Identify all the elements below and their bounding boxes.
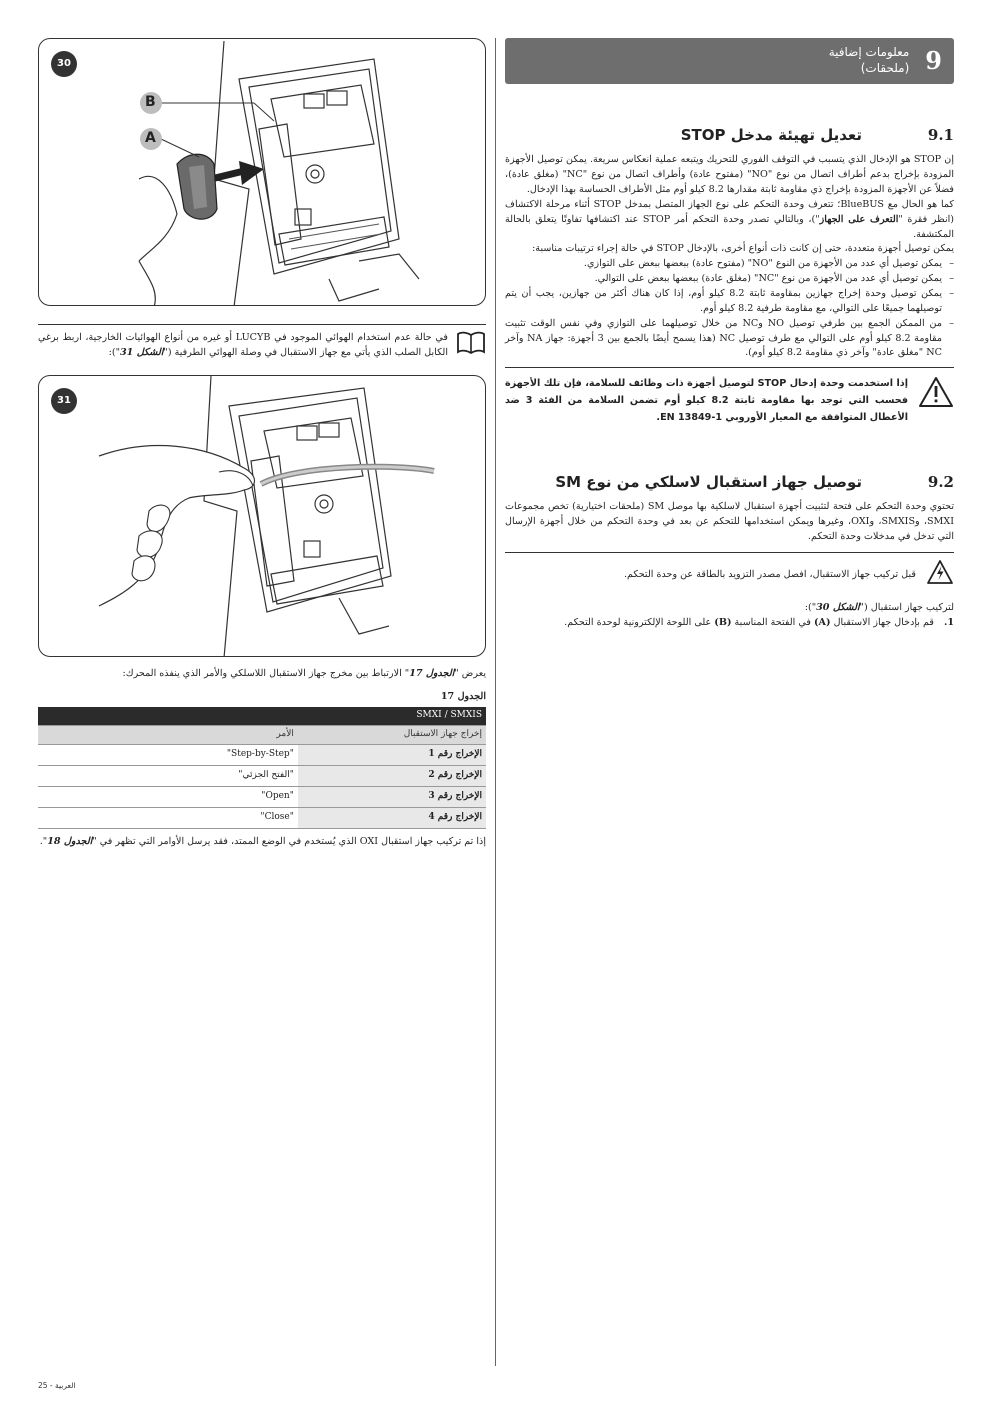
- table-row: [38, 808, 486, 829]
- receiver-insertion-illustration: [39, 39, 486, 306]
- table-row: [38, 766, 486, 787]
- label-ref: (A): [813, 616, 831, 628]
- section-9-1-heading: [505, 124, 954, 147]
- install-step-1: [505, 616, 954, 631]
- list-item: – يمكن توصيل أي عدد من الأجهزة من نوع "NC" (مغلق عادة) ببعضها ببعض على التوالي.: [505, 272, 954, 287]
- warning-text: إذا استخدمت وحدة إدخال STOP لتوصيل أجهزة ذات وظائف للسلامة، فإن تلك الأجهزة فحسب التي توجد بها مقاومة ثابتة 8.2 كيلو أوم تضمن السلامة من الفئة 3 ضد الأعطال المتوافقة مع المعيار الأوروبي EN 13849-1.: [505, 378, 908, 423]
- table-title: الجدول 17: [440, 690, 486, 702]
- output-cell: الإخراج رقم 4: [298, 808, 486, 829]
- device-recognition-ref: التعرف على الجهاز: [819, 213, 899, 225]
- text-run: "):: [108, 346, 120, 358]
- command-cell: "Close": [38, 808, 298, 829]
- text-run: لتركيب جهاز استقبال (": [859, 601, 954, 613]
- section-number: 9.1: [927, 126, 954, 144]
- antenna-note-text: [38, 331, 448, 361]
- sec1-paragraph-2: [505, 198, 954, 243]
- list-item: – يمكن توصيل أي عدد من الأجهزة من النوع "NO" (مفتوح عادة) ببعضها ببعض على التوازي.: [505, 257, 954, 272]
- table-group-header: SMXI / SMXIS: [38, 707, 486, 725]
- left-column: [38, 38, 486, 850]
- table-row: [38, 745, 486, 766]
- chapter-title-line2: (ملحقات): [860, 61, 910, 75]
- output-cell: الإخراج رقم 3: [298, 787, 486, 808]
- table-row: [38, 787, 486, 808]
- figure-31: [38, 375, 486, 657]
- table-ref: الجدول 17: [409, 667, 455, 679]
- text-run: ")، وبالتالي تصدر وحدة التحكم أمر STOP عند اكتشافها تفاوتًا يتعلق بالحالة المكتشفة.: [505, 213, 954, 240]
- output-cell: الإخراج رقم 1: [298, 745, 486, 766]
- power-disconnect-note: [505, 552, 954, 591]
- section-number: 9.2: [927, 472, 954, 491]
- stop-connection-list: [505, 257, 954, 361]
- open-book-icon: [454, 331, 486, 361]
- section-title: تعديل تهيئة مدخل STOP: [680, 126, 862, 144]
- receiver-output-table: [38, 707, 486, 829]
- text-run: يعرض ": [454, 667, 486, 679]
- column-header-output: إخراج جهاز الاستقبال: [298, 726, 486, 745]
- output-cell: الإخراج رقم 2: [298, 766, 486, 787]
- column-header-command: الأمر: [38, 726, 298, 745]
- figure-ref: الشكل 30: [816, 601, 860, 613]
- text-run: ".: [39, 836, 48, 848]
- note-text: قبل تركيب جهاز الاستقبال، افصل مصدر التزويد بالطاقة عن وحدة التحكم.: [624, 568, 916, 580]
- text-run: في الفتحة المناسبة: [731, 616, 814, 628]
- text-run: في حالة عدم استخدام الهوائي الموجود في LUCYB أو غيره من أنواع الهوائيات الخارجية، اربط برغي الكابل الصلب الذي يأتي مع جهاز الاستقبال في وصلة الهوائي الطرفية (": [38, 332, 448, 358]
- text-run: " الارتباط بين مخرج جهاز الاستقبال اللاسلكي والأمر الذي ينفذه المحرك:: [122, 667, 410, 679]
- section-title: توصيل جهاز استقبال لاسلكي من نوع SM: [555, 472, 862, 491]
- electric-hazard-icon: [924, 559, 954, 591]
- warning-triangle-icon: [916, 376, 954, 414]
- antenna-note: [38, 324, 486, 361]
- label-ref: (B): [714, 616, 732, 628]
- safety-warning: [505, 367, 954, 426]
- text-run: على اللوحة الإلكترونية لوحدة التحكم.: [564, 616, 715, 628]
- callout-label-b: B: [145, 94, 156, 110]
- callout-label-a: A: [145, 130, 156, 146]
- figure-number-badge: 31: [51, 388, 77, 414]
- sec2-paragraph-1: تحتوي وحدة التحكم على فتحة لتثبيت أجهزة استقبال لاسلكية بها موصل SM (ملحقات اختيارية) تخص مجموعات SMXI، وSMXIS، وOXI، وغيرها ويمكن استخدامها للتحكم عن بعد في وحدة التحكم من خلال أجهزة الإرسال التي تدخل في مدخلات وحدة التحكم.: [505, 500, 955, 542]
- figure-30: [38, 38, 486, 306]
- chapter-number: 9: [925, 46, 942, 76]
- text-run: إذا تم تركيب جهاز استقبال OXI الذي يُستخدم في الوضع الممتد، فقد يرسل الأوامر التي تظهر في ": [92, 836, 486, 848]
- list-item: – يمكن توصيل وحدة إخراج جهازين بمقاومة ثابتة 8.2 كيلو أوم، إذا كان هناك أكثر من جهازين، يجب أن يتم توصيلهما جميعًا على التوالي، مع مقاومة طرفية 8.2 كيلو أوم.: [505, 287, 954, 317]
- chapter-title-line1: معلومات إضافية: [828, 45, 910, 60]
- section-9-2-heading: [505, 471, 954, 494]
- text-run: "):: [804, 601, 817, 613]
- right-column: [505, 38, 954, 631]
- figure-ref: الشكل 31: [120, 346, 164, 358]
- step-number: 1.: [943, 616, 954, 628]
- command-cell: "Open": [38, 787, 298, 808]
- antenna-cable-illustration: [39, 376, 486, 657]
- text-run: كما هو الحال مع BlueBUS؛ تتعرف وحدة التحكم على نوع الجهاز المتصل بمدخل STOP أثناء مرحلة الاكتشاف (انظر فقرة ": [505, 198, 955, 225]
- oxi-note: [38, 835, 486, 850]
- figure-number-badge: 30: [51, 51, 77, 77]
- list-item: – من الممكن الجمع بين طرفي توصيل NO وNC من خلال توصيلهما على التوازي وفي نفس الوقت تثبيت مقاومة 8.2 كيلو أوم على التوالي مع طرف توصيل NC (هذا يسمح أيضًا بالجمع بين 3 أجهزة: جهاز NA وآخر NC "مغلق عادة" وآخر ذي مقاومة 8.2 كيلو أوم).: [505, 317, 954, 362]
- command-cell: "الفتح الجزئي": [38, 766, 298, 787]
- sec1-paragraph-1: إن STOP هو الإدخال الذي يتسبب في التوقف الفوري للتحريك ويتبعه عملية انعكاس سريعة. يمكن توصيل الأجهزة المزودة بإخراج بدعم أطراف اتصال من نوع "NO" (مفتوح عادة) وأطراف اتصال من نوع "NC" (مغلق عادة)، فضلاً عن الأجهزة المزودة بإخراج ذي مقاومة ثابتة مقدارها 8.2 كيلو أوم مثل الأطراف الحساسة بهذا الإدخال.: [505, 154, 954, 195]
- chapter-title: [829, 45, 910, 76]
- table-ref: الجدول 18: [47, 836, 93, 848]
- table-intro: [38, 667, 486, 682]
- text-run: قم بإدخال جهاز الاستقبال: [830, 616, 934, 628]
- step-text: [564, 616, 934, 631]
- column-divider: [495, 38, 496, 1366]
- install-intro: [505, 601, 954, 616]
- sec1-paragraph-3: يمكن توصيل أجهزة متعددة، حتى إن كانت ذات أنواع أخرى، بالإدخال STOP في حالة إجراء ترتيبات مناسبة:: [532, 243, 954, 255]
- page-footer: العربية - 25: [38, 1381, 76, 1390]
- command-cell: "Step-by-Step": [38, 745, 298, 766]
- chapter-header: [505, 38, 954, 84]
